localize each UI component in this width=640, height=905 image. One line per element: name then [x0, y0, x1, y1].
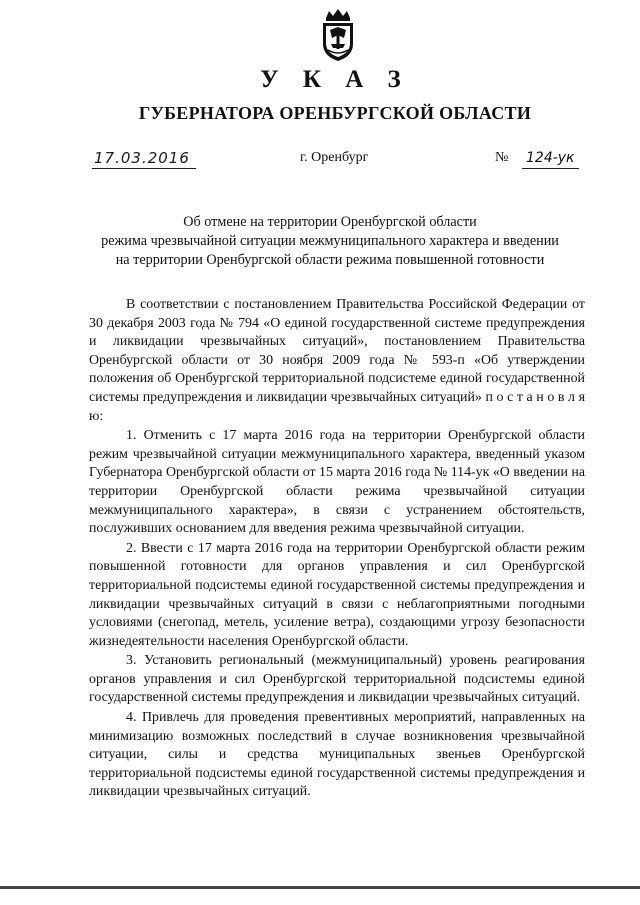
clause-3-paragraph: 3. Установить региональный (межмуниципальный) уровень реагирования органов управления и сил Оренбургской территориальной подсистемы единой государственной системы предупреждения и ликвидации чрезвычайных ситуаций. [89, 653, 585, 706]
decree-body [89, 296, 585, 802]
preamble-paragraph: В соответствии с постановлением Правительства Российской Федерации от 30 декабря 2003 года № 794 «О единой государственной системе предупреждения и ликвидации чрезвычайных ситуаций», постановлением Правительства Оренбургской области от 30 ноября 2009 года № 593-п «Об утверждении положения об Оренбургской территориальной подсистеме единой государственной системы предупреждения и ликвидации чрезвычайных ситуаций» п о с т а н о в л я ю: [89, 297, 585, 424]
heading-line: Об отмене на территории Оренбургской области [183, 214, 477, 230]
heading-line: режима чрезвычайной ситуации межмуниципального характера и введении [101, 233, 559, 249]
clause-4-paragraph: 4. Привлечь для проведения превентивных мероприятий, направленных на минимизацию возможных последствий в случае возникновения чрезвычайной ситуации, силы и средства муниципальных звеньев Оренбургской территориальной подсистемы единой государственной системы предупреждения и ликвидации чрезвычайных ситуаций. [89, 710, 585, 800]
heading-line: на территории Оренбургской области режима повышенной готовности [115, 252, 545, 268]
decree-meta-row [0, 148, 640, 174]
clause-2-paragraph: 2. Ввести с 17 марта 2016 года на территории Оренбургской области режим повышенной готовности для органов управления и сил Оренбургской территориальной подсистемы единой государственной системы предупреждения и ликвидации чрезвычайных ситуаций в связи с неблагоприятными погодными условиями (снегопад, метель, усиление ветра), создающими угрозу безопасности жизнедеятельности населения Оренбургской области. [89, 540, 585, 649]
decree-number: 124-ук [522, 148, 579, 169]
decree-heading [70, 213, 590, 270]
decree-date: 17.03.2016 [92, 148, 196, 169]
number-sign: № [495, 150, 509, 165]
page-bottom-divider [0, 886, 640, 889]
decree-city: г. Оренбург [300, 150, 369, 165]
decree-subtitle: ГУБЕРНАТОРА ОРЕНБУРГСКОЙ ОБЛАСТИ [138, 103, 532, 123]
coat-of-arms-icon [318, 8, 358, 62]
decree-title: У К А З [260, 66, 410, 93]
clause-1-paragraph: 1. Отменить с 17 марта 2016 года на территории Оренбургской области режим чрезвычайной ситуации межмуниципального характера, введенный указом Губернатора Оренбургской области от 15 марта 2016 года № 114-ук «О введении на территории Оренбургской области режима чрезвычайной ситуации межмуниципального характера», в связи с устранением обстоятельств, послуживших основанием для введения режима чрезвычайной ситуации. [89, 428, 585, 537]
